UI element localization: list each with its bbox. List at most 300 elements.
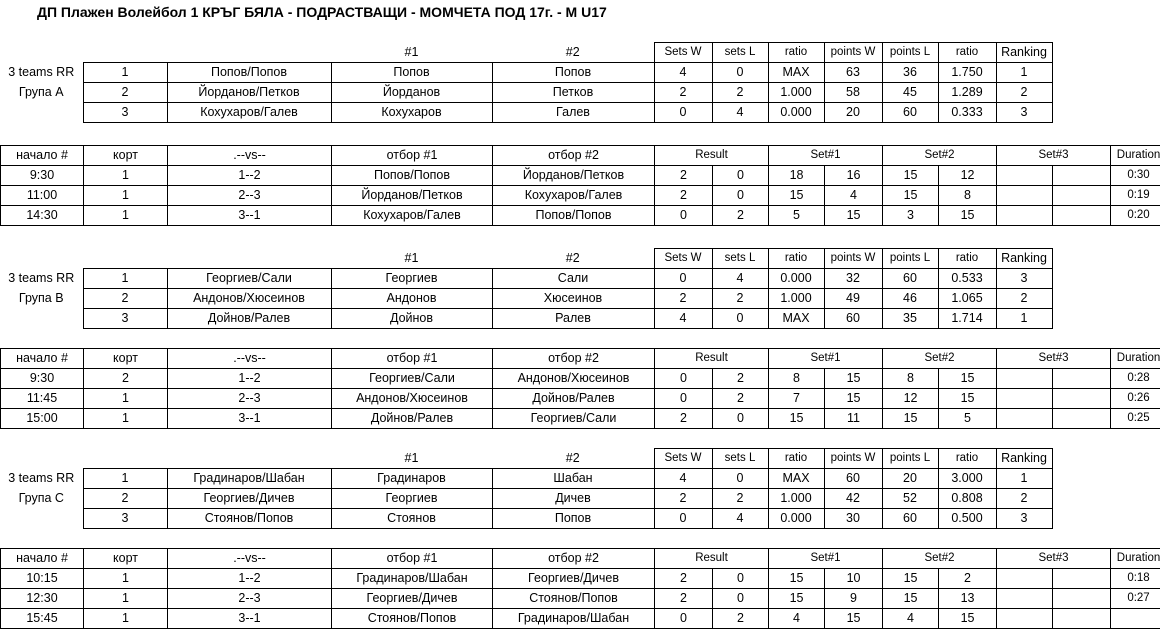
team-ratio: 0.000 <box>768 509 824 529</box>
standings-row <box>0 63 1052 83</box>
match-s3b <box>1053 369 1111 389</box>
team-sets-l: 4 <box>712 509 768 529</box>
header-ranking: Ranking <box>996 43 1052 63</box>
team-p1: Стоянов <box>331 509 492 529</box>
standings-row <box>0 469 1052 489</box>
match-team2: Георгиев/Сали <box>493 409 655 429</box>
team-p2: Попов <box>492 509 654 529</box>
header-team2: отбор #2 <box>493 349 655 369</box>
match-r2: 2 <box>713 206 769 226</box>
match-s1a: 7 <box>769 389 825 409</box>
match-vs: 1--2 <box>168 569 332 589</box>
team-name: Стоянов/Попов <box>167 509 331 529</box>
match-s2b: 8 <box>939 186 997 206</box>
empty-cell <box>167 249 331 269</box>
team-name: Андонов/Хюсеинов <box>167 289 331 309</box>
match-duration: 0:26 <box>1111 389 1160 409</box>
team-p2: Шабан <box>492 469 654 489</box>
match-s2b: 15 <box>939 369 997 389</box>
match-duration: 0:18 <box>1111 569 1160 589</box>
match-s2b: 2 <box>939 569 997 589</box>
header-p1: #1 <box>404 450 419 465</box>
team-p1: Андонов <box>331 289 492 309</box>
header-sets-l: sets L <box>712 249 768 269</box>
team-points-l: 20 <box>882 469 938 489</box>
match-court: 2 <box>84 369 168 389</box>
team-ranking: 2 <box>996 489 1052 509</box>
empty-cell <box>167 43 331 63</box>
match-start: 15:45 <box>1 609 84 629</box>
standings-header-row <box>0 249 1052 269</box>
match-s3a <box>997 609 1053 629</box>
header-vs: .--vs-- <box>168 349 332 369</box>
match-start: 12:30 <box>1 589 84 609</box>
team-ratio: 0.000 <box>768 103 824 123</box>
match-s3a <box>997 369 1053 389</box>
header-p2: #2 <box>565 250 580 265</box>
match-vs: 2--3 <box>168 589 332 609</box>
standings-row <box>0 269 1052 289</box>
header-team2: отбор #2 <box>493 549 655 569</box>
match-court: 1 <box>84 569 168 589</box>
empty-cell <box>83 449 167 469</box>
match-s3a <box>997 409 1053 429</box>
match-s3b <box>1053 609 1111 629</box>
team-p1: Кохухаров <box>331 103 492 123</box>
team-sets-w: 2 <box>654 489 712 509</box>
team-points-l: 52 <box>882 489 938 509</box>
team-ratio: 1.000 <box>768 289 824 309</box>
header-start: начало # <box>1 349 84 369</box>
team-ratio2: 1.289 <box>938 83 996 103</box>
header-set3: Set#3 <box>997 349 1111 369</box>
match-r1: 0 <box>655 609 713 629</box>
match-s1b: 4 <box>825 186 883 206</box>
header-sets-w: Sets W <box>654 249 712 269</box>
match-r1: 0 <box>655 369 713 389</box>
team-number: 3 <box>83 103 167 123</box>
match-duration <box>1111 609 1160 629</box>
match-r2: 2 <box>713 389 769 409</box>
team-number: 1 <box>83 269 167 289</box>
match-s3a <box>997 186 1053 206</box>
match-r2: 2 <box>713 609 769 629</box>
match-s1b: 10 <box>825 569 883 589</box>
header-p1: #1 <box>404 250 419 265</box>
standings-row <box>0 83 1052 103</box>
header-points-w: points W <box>824 43 882 63</box>
header-result: Result <box>655 146 769 166</box>
team-ranking: 3 <box>996 509 1052 529</box>
match-s2b: 12 <box>939 166 997 186</box>
match-r2: 0 <box>713 569 769 589</box>
match-r1: 2 <box>655 186 713 206</box>
team-p1: Георгиев <box>331 269 492 289</box>
team-points-w: 20 <box>824 103 882 123</box>
match-row <box>1 609 1160 629</box>
empty-cell <box>83 43 167 63</box>
match-s3a <box>997 389 1053 409</box>
team-p1: Дойнов <box>331 309 492 329</box>
team-p2: Попов <box>492 63 654 83</box>
standings-row <box>0 309 1052 329</box>
match-duration: 0:28 <box>1111 369 1160 389</box>
match-start: 15:00 <box>1 409 84 429</box>
match-r1: 2 <box>655 589 713 609</box>
header-court: корт <box>84 549 168 569</box>
team-points-w: 49 <box>824 289 882 309</box>
team-ratio: MAX <box>768 469 824 489</box>
header-set3: Set#3 <box>997 549 1111 569</box>
team-sets-w: 2 <box>654 289 712 309</box>
match-s2a: 15 <box>883 186 939 206</box>
team-p1: Георгиев <box>331 489 492 509</box>
match-r2: 0 <box>713 409 769 429</box>
match-s2b: 15 <box>939 206 997 226</box>
header-ratio2: ratio <box>938 249 996 269</box>
header-ratio2: ratio <box>938 449 996 469</box>
team-p2: Ралев <box>492 309 654 329</box>
match-row <box>1 186 1160 206</box>
match-team2: Градинаров/Шабан <box>493 609 655 629</box>
match-team1: Георгиев/Дичев <box>332 589 493 609</box>
header-set3: Set#3 <box>997 146 1111 166</box>
match-r2: 0 <box>713 186 769 206</box>
match-s3b <box>1053 206 1111 226</box>
group-format-label: 3 teams RR <box>8 65 75 79</box>
header-points-w: points W <box>824 449 882 469</box>
header-set2: Set#2 <box>883 549 997 569</box>
match-vs: 3--1 <box>168 409 332 429</box>
match-s1a: 15 <box>769 569 825 589</box>
team-p2: Галев <box>492 103 654 123</box>
match-row <box>1 569 1160 589</box>
team-number: 2 <box>83 289 167 309</box>
match-court: 1 <box>84 206 168 226</box>
match-r1: 2 <box>655 166 713 186</box>
team-ranking: 1 <box>996 309 1052 329</box>
team-p1: Попов <box>331 63 492 83</box>
header-p1: #1 <box>404 44 419 59</box>
header-team2: отбор #2 <box>493 146 655 166</box>
match-team1: Андонов/Хюсеинов <box>332 389 493 409</box>
matches-table <box>0 348 1160 429</box>
header-points-l: points L <box>882 449 938 469</box>
header-p2: #2 <box>565 450 580 465</box>
match-team1: Йорданов/Петков <box>332 186 493 206</box>
team-points-l: 35 <box>882 309 938 329</box>
match-s2a: 3 <box>883 206 939 226</box>
team-points-w: 30 <box>824 509 882 529</box>
team-number: 1 <box>83 469 167 489</box>
match-team2: Георгиев/Дичев <box>493 569 655 589</box>
team-points-w: 60 <box>824 309 882 329</box>
match-court: 1 <box>84 609 168 629</box>
group-format-label: 3 teams RR <box>8 471 75 485</box>
header-team1: отбор #1 <box>332 349 493 369</box>
match-team1: Дойнов/Ралев <box>332 409 493 429</box>
team-ratio2: 1.714 <box>938 309 996 329</box>
team-number: 3 <box>83 309 167 329</box>
empty-cell <box>83 249 167 269</box>
header-set1: Set#1 <box>769 349 883 369</box>
header-result: Result <box>655 349 769 369</box>
team-sets-l: 2 <box>712 489 768 509</box>
match-team2: Кохухаров/Галев <box>493 186 655 206</box>
standings-row <box>0 103 1052 123</box>
match-s3a <box>997 206 1053 226</box>
team-ranking: 1 <box>996 469 1052 489</box>
team-sets-l: 4 <box>712 103 768 123</box>
team-points-w: 58 <box>824 83 882 103</box>
match-s3b <box>1053 166 1111 186</box>
match-s1b: 9 <box>825 589 883 609</box>
team-sets-w: 0 <box>654 269 712 289</box>
match-start: 11:45 <box>1 389 84 409</box>
group-format-label: 3 teams RR <box>8 271 75 285</box>
header-set2: Set#2 <box>883 349 997 369</box>
header-vs: .--vs-- <box>168 549 332 569</box>
match-s3b <box>1053 389 1111 409</box>
match-team2: Попов/Попов <box>493 206 655 226</box>
header-points-l: points L <box>882 43 938 63</box>
match-s3a <box>997 569 1053 589</box>
match-r1: 2 <box>655 569 713 589</box>
team-ratio2: 0.500 <box>938 509 996 529</box>
match-row <box>1 166 1160 186</box>
team-ranking: 3 <box>996 269 1052 289</box>
header-set1: Set#1 <box>769 146 883 166</box>
match-r1: 0 <box>655 206 713 226</box>
header-duration: Duration <box>1111 146 1160 166</box>
match-row <box>1 389 1160 409</box>
team-name: Йорданов/Петков <box>167 83 331 103</box>
match-s1a: 4 <box>769 609 825 629</box>
empty-cell <box>0 43 83 63</box>
header-ranking: Ranking <box>996 449 1052 469</box>
header-team1: отбор #1 <box>332 146 493 166</box>
match-s2b: 5 <box>939 409 997 429</box>
team-sets-w: 4 <box>654 63 712 83</box>
header-sets-l: sets L <box>712 43 768 63</box>
match-s2a: 15 <box>883 589 939 609</box>
header-set1: Set#1 <box>769 549 883 569</box>
team-ranking: 2 <box>996 83 1052 103</box>
team-ranking: 3 <box>996 103 1052 123</box>
match-s1b: 16 <box>825 166 883 186</box>
team-points-l: 46 <box>882 289 938 309</box>
match-s2b: 15 <box>939 609 997 629</box>
match-s1a: 18 <box>769 166 825 186</box>
team-name: Кохухаров/Галев <box>167 103 331 123</box>
header-sets-w: Sets W <box>654 449 712 469</box>
team-ratio: 1.000 <box>768 83 824 103</box>
match-start: 9:30 <box>1 166 84 186</box>
team-sets-l: 0 <box>712 469 768 489</box>
match-duration: 0:27 <box>1111 589 1160 609</box>
team-sets-w: 4 <box>654 469 712 489</box>
team-p2: Дичев <box>492 489 654 509</box>
match-s1b: 15 <box>825 206 883 226</box>
match-row <box>1 589 1160 609</box>
page-title: ДП Плажен Волейбол 1 КРЪГ БЯЛА - ПОДРАСТВАЩИ - МОМЧЕТА ПОД 17г. - М U17 <box>37 4 607 20</box>
team-p2: Петков <box>492 83 654 103</box>
team-name: Георгиев/Сали <box>167 269 331 289</box>
team-points-w: 42 <box>824 489 882 509</box>
match-r2: 0 <box>713 166 769 186</box>
match-duration: 0:25 <box>1111 409 1160 429</box>
header-ratio: ratio <box>768 449 824 469</box>
match-s2b: 15 <box>939 389 997 409</box>
match-team1: Попов/Попов <box>332 166 493 186</box>
team-ratio: 0.000 <box>768 269 824 289</box>
match-s1a: 8 <box>769 369 825 389</box>
team-ratio2: 0.808 <box>938 489 996 509</box>
match-s2a: 4 <box>883 609 939 629</box>
team-ratio2: 0.333 <box>938 103 996 123</box>
team-ratio2: 1.065 <box>938 289 996 309</box>
standings-header-row <box>0 43 1052 63</box>
match-r2: 2 <box>713 369 769 389</box>
match-start: 10:15 <box>1 569 84 589</box>
empty-cell <box>0 509 83 529</box>
header-start: начало # <box>1 146 84 166</box>
match-court: 1 <box>84 166 168 186</box>
match-team1: Градинаров/Шабан <box>332 569 493 589</box>
team-name: Попов/Попов <box>167 63 331 83</box>
match-s1a: 15 <box>769 589 825 609</box>
match-team2: Стоянов/Попов <box>493 589 655 609</box>
match-team1: Стоянов/Попов <box>332 609 493 629</box>
header-p2: #2 <box>565 44 580 59</box>
header-result: Result <box>655 549 769 569</box>
empty-cell <box>0 309 83 329</box>
match-s3a <box>997 589 1053 609</box>
match-s1b: 15 <box>825 609 883 629</box>
header-team1: отбор #1 <box>332 549 493 569</box>
match-s2b: 13 <box>939 589 997 609</box>
header-court: корт <box>84 146 168 166</box>
match-s2a: 15 <box>883 569 939 589</box>
team-points-l: 60 <box>882 509 938 529</box>
match-duration: 0:20 <box>1111 206 1160 226</box>
team-points-l: 60 <box>882 103 938 123</box>
team-ratio2: 3.000 <box>938 469 996 489</box>
match-s3a <box>997 166 1053 186</box>
match-start: 14:30 <box>1 206 84 226</box>
match-court: 1 <box>84 186 168 206</box>
team-sets-l: 4 <box>712 269 768 289</box>
match-row <box>1 206 1160 226</box>
match-vs: 3--1 <box>168 609 332 629</box>
matches-header-row <box>1 349 1160 369</box>
group-name: Група В <box>18 291 64 305</box>
header-sets-w: Sets W <box>654 43 712 63</box>
match-vs: 1--2 <box>168 166 332 186</box>
match-r1: 2 <box>655 409 713 429</box>
team-p1: Йорданов <box>331 83 492 103</box>
match-s2a: 12 <box>883 389 939 409</box>
match-court: 1 <box>84 389 168 409</box>
team-p1: Градинаров <box>331 469 492 489</box>
empty-cell <box>167 449 331 469</box>
team-sets-w: 0 <box>654 509 712 529</box>
group-name: Група С <box>18 491 64 505</box>
match-s1a: 15 <box>769 186 825 206</box>
matches-table <box>0 145 1160 226</box>
matches-header-row <box>1 146 1160 166</box>
team-sets-w: 4 <box>654 309 712 329</box>
header-sets-l: sets L <box>712 449 768 469</box>
empty-cell <box>0 103 83 123</box>
match-vs: 2--3 <box>168 389 332 409</box>
team-sets-w: 0 <box>654 103 712 123</box>
standings-row <box>0 489 1052 509</box>
team-number: 1 <box>83 63 167 83</box>
match-team2: Дойнов/Ралев <box>493 389 655 409</box>
team-ratio: 1.000 <box>768 489 824 509</box>
header-duration: Duration <box>1111 549 1160 569</box>
team-p2: Сали <box>492 269 654 289</box>
match-start: 11:00 <box>1 186 84 206</box>
match-court: 1 <box>84 589 168 609</box>
team-points-w: 63 <box>824 63 882 83</box>
team-p2: Хюсеинов <box>492 289 654 309</box>
match-s3b <box>1053 409 1111 429</box>
match-duration: 0:30 <box>1111 166 1160 186</box>
match-vs: 1--2 <box>168 369 332 389</box>
match-s2a: 15 <box>883 409 939 429</box>
team-points-l: 36 <box>882 63 938 83</box>
team-points-l: 45 <box>882 83 938 103</box>
standings-table <box>0 42 1053 123</box>
team-ranking: 2 <box>996 289 1052 309</box>
team-sets-l: 0 <box>712 63 768 83</box>
standings-row <box>0 509 1052 529</box>
match-court: 1 <box>84 409 168 429</box>
team-ratio: MAX <box>768 63 824 83</box>
standings-table <box>0 248 1053 329</box>
team-name: Георгиев/Дичев <box>167 489 331 509</box>
empty-cell <box>0 249 83 269</box>
header-vs: .--vs-- <box>168 146 332 166</box>
team-sets-l: 2 <box>712 289 768 309</box>
match-s2a: 15 <box>883 166 939 186</box>
team-points-l: 60 <box>882 269 938 289</box>
header-ratio2: ratio <box>938 43 996 63</box>
team-points-w: 32 <box>824 269 882 289</box>
match-s3b <box>1053 186 1111 206</box>
header-points-l: points L <box>882 249 938 269</box>
match-r2: 0 <box>713 589 769 609</box>
match-vs: 3--1 <box>168 206 332 226</box>
standings-header-row <box>0 449 1052 469</box>
header-points-w: points W <box>824 249 882 269</box>
header-ratio: ratio <box>768 249 824 269</box>
match-duration: 0:19 <box>1111 186 1160 206</box>
match-start: 9:30 <box>1 369 84 389</box>
match-s1b: 11 <box>825 409 883 429</box>
header-ranking: Ranking <box>996 249 1052 269</box>
team-name: Дойнов/Ралев <box>167 309 331 329</box>
header-start: начало # <box>1 549 84 569</box>
team-ratio2: 0.533 <box>938 269 996 289</box>
team-ratio: MAX <box>768 309 824 329</box>
header-ratio: ratio <box>768 43 824 63</box>
match-s3b <box>1053 569 1111 589</box>
match-s2a: 8 <box>883 369 939 389</box>
match-s3b <box>1053 589 1111 609</box>
